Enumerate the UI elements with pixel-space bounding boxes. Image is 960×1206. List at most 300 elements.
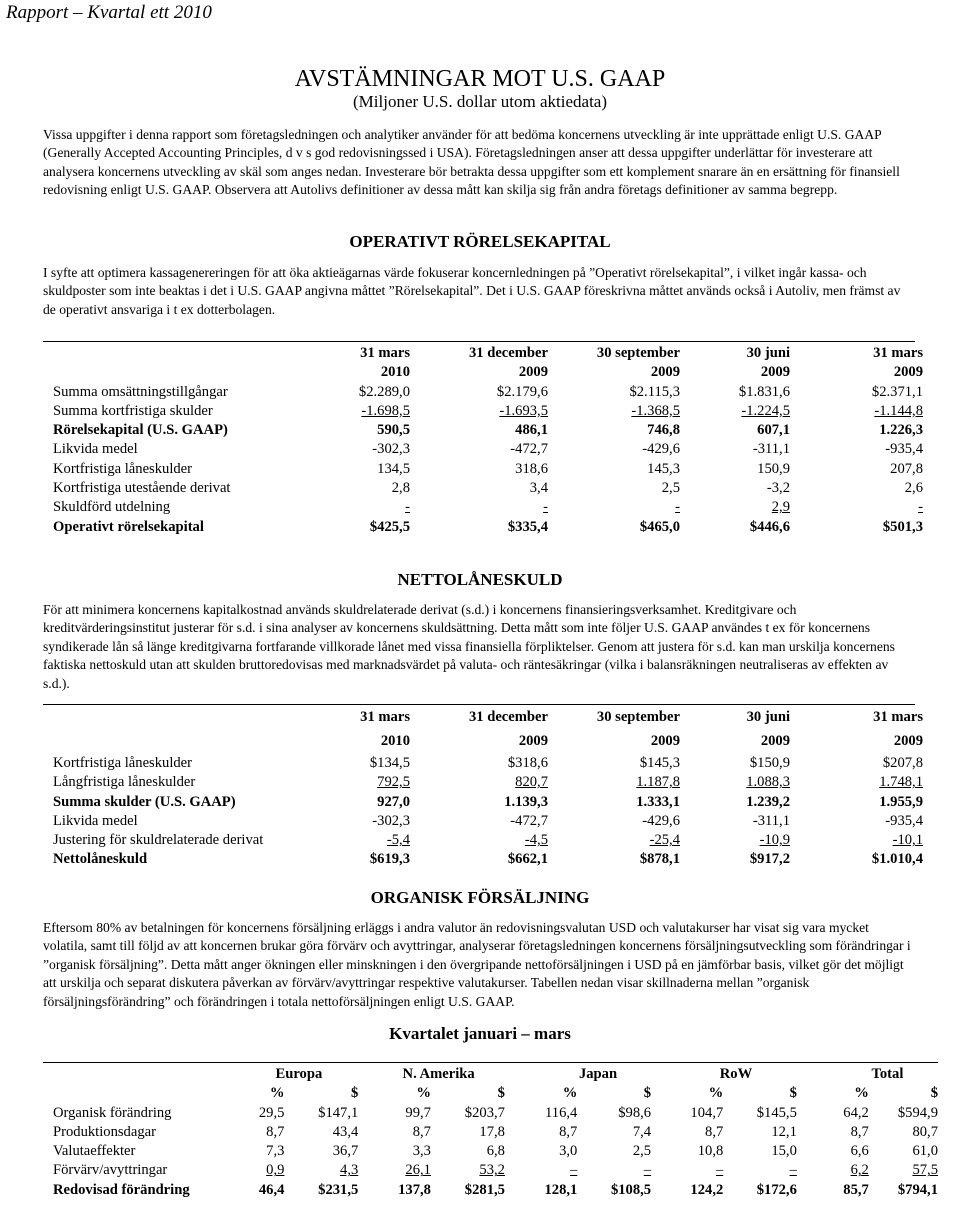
cell-value: $425,5 xyxy=(369,518,410,535)
table-cell xyxy=(577,1142,651,1161)
cell-value: 792,5 xyxy=(377,774,410,791)
table-row xyxy=(53,812,923,831)
cell-value: 2,5 xyxy=(632,1143,652,1160)
table-row xyxy=(53,460,923,479)
table-cell xyxy=(293,850,410,869)
table-cell xyxy=(548,498,680,517)
cell-value: -472,7 xyxy=(510,441,548,458)
table-row xyxy=(53,831,923,850)
cell-value: $1.831,6 xyxy=(738,383,790,400)
cell-value: 29,5 xyxy=(258,1104,285,1121)
table-cell xyxy=(548,402,680,421)
table-cell xyxy=(577,1123,651,1142)
cell-value: 1.955,9 xyxy=(879,793,923,810)
table-cell xyxy=(790,421,923,440)
unit-header: $ xyxy=(497,1085,505,1102)
unit-header: $ xyxy=(930,1085,938,1102)
section-text-organisk: Eftersom 80% av betalningen för koncernens försäljning erläggs i andra valutor än redovisningsvalutan USD och valutakurser har visat sig vara mycket volatila, samt till följd av att koncernen brukar göra förvärv och avyttringar, analyserar företagsledningen koncernens försäljningsutveckling som förändringar i ”organisk försäljning”. Detta mått anger ökningen eller minskningen i den övergripande nettoförsäljningen i USD på en jämförbar basis, vilket gör det möjligt att urskilja och separat diskutera påverkan av förvärv/avyttringar respektive valutakurser. Tabellen nedan visar skillnaderna mellan ”organisk försäljningsförändring” och förändringen i totala nettoförsäljningen enligt U.S. GAAP. xyxy=(43,920,911,1009)
table-cell xyxy=(680,793,790,812)
cell-value: – xyxy=(789,1162,797,1179)
cell-value: 590,5 xyxy=(377,422,410,439)
cell-value: 486,1 xyxy=(515,422,548,439)
row-label: Organisk förändring xyxy=(53,1104,172,1121)
table-cell xyxy=(577,1161,651,1180)
cell-value: $203,7 xyxy=(464,1104,505,1121)
cell-value: 820,7 xyxy=(515,774,548,791)
table-cell xyxy=(431,1181,505,1200)
table-cell xyxy=(548,850,680,869)
row-label: Produktionsdagar xyxy=(53,1123,156,1140)
table-cell xyxy=(293,402,410,421)
cell-value: $150,9 xyxy=(749,755,790,771)
table-row xyxy=(53,754,923,773)
row-label: Kortfristiga låneskulder xyxy=(53,460,193,477)
table-cell xyxy=(293,773,410,792)
cell-value: -25,4 xyxy=(649,832,680,849)
table-header-row xyxy=(53,730,923,754)
region-header: Europa xyxy=(275,1066,323,1082)
table-row xyxy=(53,402,923,421)
table-cell xyxy=(651,1181,723,1200)
table-cell xyxy=(548,793,680,812)
cell-value: 8,7 xyxy=(266,1123,285,1140)
cell-value: $2.179,6 xyxy=(496,383,548,400)
cell-value: 2,6 xyxy=(904,480,923,497)
cell-value: -429,6 xyxy=(642,812,680,829)
table-cell xyxy=(358,1142,431,1161)
table-organisk xyxy=(53,1065,938,1200)
table-cell xyxy=(548,479,680,498)
col-header: 31 mars xyxy=(360,709,410,726)
cell-value: $594,9 xyxy=(897,1104,938,1121)
section-title-nettolaneskuld: NETTOLÅNESKULD xyxy=(397,570,563,589)
table-cell xyxy=(790,498,923,517)
table-cell xyxy=(410,479,548,498)
table-cell xyxy=(410,831,548,850)
cell-value: 64,2 xyxy=(843,1104,869,1121)
cell-value: 104,7 xyxy=(690,1104,724,1121)
col-header-year: 2009 xyxy=(650,364,680,381)
table-cell xyxy=(548,460,680,479)
table-cell xyxy=(211,1161,284,1180)
table-cell xyxy=(680,440,790,459)
cell-value: -1.224,5 xyxy=(741,402,790,419)
cell-value: -302,3 xyxy=(372,441,410,458)
col-header: 30 september xyxy=(596,709,680,726)
cell-value: 1.187,8 xyxy=(636,774,680,791)
table-operativt xyxy=(53,344,923,537)
table-cell xyxy=(723,1104,797,1123)
cell-value: 8,7 xyxy=(559,1123,578,1140)
table-cell xyxy=(293,421,410,440)
cell-value: -429,6 xyxy=(642,441,680,458)
table-cell xyxy=(723,1161,797,1180)
unit-header: $ xyxy=(350,1085,359,1102)
table-cell xyxy=(797,1104,869,1123)
cell-value: 17,8 xyxy=(479,1123,505,1140)
cell-value: -311,1 xyxy=(752,812,790,829)
table-cell xyxy=(680,754,790,773)
table-cell xyxy=(293,812,410,831)
table-cell xyxy=(797,1161,869,1180)
cell-value: $2.115,3 xyxy=(629,383,680,400)
row-label: Summa skulder (U.S. GAAP) xyxy=(53,793,236,810)
table-cell xyxy=(790,383,923,402)
cell-value: $318,6 xyxy=(507,755,548,771)
table-cell xyxy=(548,831,680,850)
table-cell xyxy=(431,1104,505,1123)
table-cell xyxy=(723,1123,797,1142)
cell-value: 85,7 xyxy=(843,1181,869,1198)
table-cell xyxy=(869,1161,938,1180)
table-cell xyxy=(284,1104,358,1123)
table-cell xyxy=(548,773,680,792)
table-cell xyxy=(505,1142,577,1161)
table-rule xyxy=(43,1062,938,1063)
table-cell xyxy=(790,479,923,498)
cell-value: 1.226,3 xyxy=(879,422,923,439)
cell-value: 150,9 xyxy=(757,460,790,477)
table-cell xyxy=(410,754,548,773)
table-row xyxy=(53,518,923,537)
table-row xyxy=(53,1104,938,1123)
section-text-nettolaneskuld: För att minimera koncernens kapitalkostnad används skuldrelaterade derivat (s.d.) i koncernens finansieringsverksamhet. Kreditgivare och kreditvärderingsinstitut justerar för s.d. i sina analyser av koncernens skuldsättning. Detta mått som inte följer U.S. GAAP användes t ex för koncernens syndikerade lån så länge kreditgivarna fortfarande villkorade lånet med vissa finansiella förpliktelser. Genom att justera för s.d. kan man urskilja koncernens faktiska nettoskuld utan att skulden bruttoredovisas med marknadsvärdet på valuta- och räntesäkringar (vilka i balansräkningen neutraliseras av effekten av s.d.). xyxy=(43,602,895,691)
table-cell xyxy=(790,793,923,812)
cell-value: 8,7 xyxy=(850,1123,869,1140)
table-cell xyxy=(358,1181,431,1200)
table-cell xyxy=(211,1123,284,1142)
table-cell xyxy=(790,754,923,773)
cell-value: 116,4 xyxy=(545,1104,578,1121)
row-label: Långfristiga låneskulder xyxy=(53,774,196,791)
table-cell xyxy=(431,1161,505,1180)
table-header-row xyxy=(53,706,923,730)
table-cell xyxy=(790,440,923,459)
cell-value: -5,4 xyxy=(386,832,410,849)
cell-value: $231,5 xyxy=(318,1181,359,1198)
report-header: Rapport – Kvartal ett 2010 xyxy=(6,2,212,23)
row-label: Likvida medel xyxy=(53,812,138,829)
table-cell xyxy=(410,773,548,792)
col-header: 30 juni xyxy=(746,709,790,726)
table-cell xyxy=(790,460,923,479)
region-header: Total xyxy=(871,1066,904,1082)
cell-value: $207,8 xyxy=(882,755,923,771)
cell-value: 3,4 xyxy=(529,480,548,497)
cell-value: - xyxy=(405,499,410,516)
table-cell xyxy=(358,1123,431,1142)
table-row xyxy=(53,479,923,498)
table-cell xyxy=(797,1181,869,1200)
col-header-year: 2010 xyxy=(380,733,410,750)
table-cell xyxy=(548,440,680,459)
table-cell xyxy=(410,460,548,479)
cell-value: $794,1 xyxy=(897,1181,938,1198)
cell-value: 1.239,2 xyxy=(746,793,790,810)
cell-value: 3,0 xyxy=(559,1143,578,1160)
table-cell xyxy=(505,1104,577,1123)
cell-value: -311,1 xyxy=(752,441,790,458)
table-row xyxy=(53,440,923,459)
table-cell xyxy=(293,479,410,498)
table-nettolaneskuld xyxy=(53,706,923,870)
cell-value: 10,8 xyxy=(697,1143,724,1160)
cell-value: -1.698,5 xyxy=(361,402,410,419)
cell-value: - xyxy=(675,499,680,516)
table-cell xyxy=(651,1161,723,1180)
table-row xyxy=(53,421,923,440)
cell-value: 53,2 xyxy=(479,1162,505,1179)
row-label: Valutaeffekter xyxy=(53,1143,136,1160)
cell-value: $446,6 xyxy=(749,518,790,535)
cell-value: 99,7 xyxy=(405,1104,431,1121)
cell-value: 7,3 xyxy=(266,1143,285,1160)
region-header: N. Amerika xyxy=(402,1066,475,1082)
row-label: Summa kortfristiga skulder xyxy=(53,402,213,419)
table-row xyxy=(53,1123,938,1142)
unit-header: % xyxy=(708,1085,724,1102)
table-cell xyxy=(358,1161,431,1180)
table-cell xyxy=(651,1142,723,1161)
cell-value: $147,1 xyxy=(318,1104,359,1121)
table-cell xyxy=(284,1123,358,1142)
table-cell xyxy=(293,518,410,537)
cell-value: -1.693,5 xyxy=(499,402,548,419)
table-cell xyxy=(723,1142,797,1161)
row-label: Operativt rörelsekapital xyxy=(53,518,204,535)
table-row xyxy=(53,793,923,812)
table-cell xyxy=(680,479,790,498)
cell-value: $134,5 xyxy=(369,755,410,771)
table-cell xyxy=(680,850,790,869)
cell-value: 7,4 xyxy=(632,1123,652,1140)
cell-value: $878,1 xyxy=(639,851,680,868)
cell-value: $2.289,0 xyxy=(358,383,410,400)
table-row xyxy=(53,773,923,792)
table-cell xyxy=(293,460,410,479)
cell-value: -1.368,5 xyxy=(631,402,680,419)
table-cell xyxy=(548,421,680,440)
cell-value: 134,5 xyxy=(377,460,410,477)
table-header-row xyxy=(53,344,923,363)
cell-value: $2.371,1 xyxy=(871,383,923,400)
table-cell xyxy=(410,440,548,459)
table-cell xyxy=(410,383,548,402)
cell-value: -935,4 xyxy=(885,812,923,829)
table-cell xyxy=(869,1123,938,1142)
cell-value: $172,6 xyxy=(756,1181,797,1198)
table-row xyxy=(53,1142,938,1161)
cell-value: $281,5 xyxy=(464,1181,505,1198)
cell-value: 6,8 xyxy=(486,1143,505,1160)
page-title: AVSTÄMNINGAR MOT U.S. GAAP xyxy=(294,66,666,92)
cell-value: - xyxy=(543,499,548,516)
table-cell xyxy=(431,1142,505,1161)
unit-header: $ xyxy=(789,1085,797,1102)
cell-value: 43,4 xyxy=(332,1123,359,1140)
table-cell xyxy=(410,402,548,421)
cell-value: – xyxy=(570,1162,578,1179)
cell-value: 607,1 xyxy=(757,422,790,439)
row-label: Kortfristiga låneskulder xyxy=(53,755,193,771)
table-cell xyxy=(548,754,680,773)
table-cell xyxy=(790,850,923,869)
table-cell xyxy=(293,754,410,773)
cell-value: 927,0 xyxy=(377,793,410,810)
cell-value: 2,9 xyxy=(771,499,790,516)
cell-value: 6,2 xyxy=(850,1162,869,1179)
table-cell xyxy=(284,1142,358,1161)
table-cell xyxy=(548,383,680,402)
cell-value: 6,6 xyxy=(850,1143,869,1160)
table-cell xyxy=(869,1142,938,1161)
cell-value: $465,0 xyxy=(639,518,680,535)
table-rule xyxy=(43,341,915,342)
cell-value: -302,3 xyxy=(372,812,410,829)
table-row xyxy=(53,1161,938,1180)
cell-value: 12,1 xyxy=(771,1123,797,1140)
table-row xyxy=(53,383,923,402)
cell-value: 8,7 xyxy=(412,1123,431,1140)
cell-value: $145,3 xyxy=(639,755,680,771)
table-cell xyxy=(293,793,410,812)
row-label: Rörelsekapital (U.S. GAAP) xyxy=(53,422,228,439)
cell-value: $662,1 xyxy=(507,851,548,868)
cell-value: -4,5 xyxy=(524,832,548,849)
table-cell xyxy=(548,518,680,537)
cell-value: 2,8 xyxy=(391,480,410,497)
table-row xyxy=(53,498,923,517)
table-cell xyxy=(293,498,410,517)
row-label: Nettolåneskuld xyxy=(53,851,148,868)
cell-value: – xyxy=(643,1162,652,1179)
table-cell xyxy=(790,831,923,850)
row-label: Likvida medel xyxy=(53,441,138,458)
table-cell xyxy=(410,850,548,869)
row-label: Redovisad förändring xyxy=(53,1181,190,1198)
unit-header: % xyxy=(416,1085,431,1102)
table-cell xyxy=(410,812,548,831)
cell-value: 80,7 xyxy=(912,1123,938,1140)
table-cell xyxy=(651,1104,723,1123)
col-header-year: 2009 xyxy=(893,733,923,750)
table-cell xyxy=(211,1104,284,1123)
unit-header: % xyxy=(562,1085,578,1102)
table-cell xyxy=(723,1181,797,1200)
cell-value: $1.010,4 xyxy=(871,851,923,868)
table-cell xyxy=(211,1181,284,1200)
table-cell xyxy=(869,1181,938,1200)
cell-value: -10,9 xyxy=(759,832,790,849)
table-cell xyxy=(505,1123,577,1142)
table-subtitle: Kvartalet januari – mars xyxy=(389,1024,571,1043)
table-rule xyxy=(43,704,915,705)
table-cell xyxy=(211,1142,284,1161)
table-cell xyxy=(680,518,790,537)
table-cell xyxy=(680,421,790,440)
cell-value: 1.139,3 xyxy=(504,793,548,810)
cell-value: $108,5 xyxy=(610,1181,652,1198)
cell-value: - xyxy=(918,499,923,516)
cell-value: -935,4 xyxy=(885,441,923,458)
table-cell xyxy=(410,498,548,517)
row-label: Justering för skuldrelaterade derivat xyxy=(53,832,264,849)
table-cell xyxy=(293,383,410,402)
unit-header: % xyxy=(854,1085,869,1102)
cell-value: 2,5 xyxy=(661,480,680,497)
table-cell xyxy=(680,402,790,421)
table-cell xyxy=(790,773,923,792)
cell-value: 26,1 xyxy=(405,1162,431,1179)
table-cell xyxy=(790,812,923,831)
cell-value: 8,7 xyxy=(705,1123,724,1140)
cell-value: -472,7 xyxy=(510,812,548,829)
cell-value: 36,7 xyxy=(332,1143,359,1160)
region-header: RoW xyxy=(719,1066,753,1082)
col-header-year: 2009 xyxy=(518,364,548,381)
table-cell xyxy=(410,518,548,537)
col-header-year: 2009 xyxy=(650,733,680,750)
table-cell xyxy=(790,402,923,421)
cell-value: -3,2 xyxy=(766,480,790,497)
table-cell xyxy=(548,812,680,831)
cell-value: 207,8 xyxy=(890,460,923,477)
cell-value: 15,0 xyxy=(771,1143,797,1160)
cell-value: 1.088,3 xyxy=(746,774,790,791)
intro-paragraph: Vissa uppgifter i denna rapport som företagsledningen och analytiker använder för att bedöma koncernens utveckling är inte upprättade enligt U.S. GAAP (Generally Accepted Accounting Principles, d v s god redovisningssed i USA). Företagsledningen anser att dessa uppgifter underlättar för investerare att analysera koncernens utveckling av skäl som anges nedan. Investerare bör betrakta dessa uppgifter som ett komplement snarare än en ersättning för finansiell redovisning enligt U.S. GAAP. Observera att Autolivs definitioner av dessa mått kan skilja sig från andra företags definitioner av samma begrepp. xyxy=(43,127,900,198)
table-cell xyxy=(869,1104,938,1123)
cell-value: 3,3 xyxy=(412,1143,431,1160)
row-label: Förvärv/avyttringar xyxy=(53,1162,168,1179)
table-cell xyxy=(680,773,790,792)
table-cell xyxy=(293,831,410,850)
section-text-operativt: I syfte att optimera kassagenereringen för att öka aktieägarnas värde fokuserar koncernledningen på ”Operativt rörelsekapital”, i vilket ingår kassa- och skuldposter som inte beaktas i det i U.S. GAAP angivna måttet ”Rörelsekapital”. Det i U.S. GAAP föreskrivna måttet används också i Autoliv, men främst av de operativt ansvariga i t ex dotterbolagen. xyxy=(43,265,901,317)
table-cell xyxy=(293,440,410,459)
cell-value: 124,2 xyxy=(690,1181,724,1198)
table-cell xyxy=(505,1161,577,1180)
cell-value: $619,3 xyxy=(369,851,410,868)
table-cell xyxy=(680,812,790,831)
cell-value: 57,5 xyxy=(912,1162,938,1179)
cell-value: 145,3 xyxy=(647,460,680,477)
cell-value: 4,3 xyxy=(340,1162,359,1179)
cell-value: 1.748,1 xyxy=(879,774,923,791)
col-header-year: 2009 xyxy=(893,364,923,381)
row-label: Kortfristiga utestående derivat xyxy=(53,480,231,497)
cell-value: $145,5 xyxy=(756,1104,797,1121)
cell-value: $335,4 xyxy=(507,518,548,535)
cell-value: 1.333,1 xyxy=(636,793,680,810)
unit-header: $ xyxy=(643,1085,652,1102)
col-header-year: 2009 xyxy=(518,733,548,750)
cell-value: $98,6 xyxy=(618,1104,652,1121)
region-header-row xyxy=(53,1065,938,1084)
table-cell xyxy=(410,421,548,440)
table-cell xyxy=(680,831,790,850)
table-row xyxy=(53,1181,938,1200)
cell-value: 746,8 xyxy=(647,422,680,439)
table-cell xyxy=(284,1161,358,1180)
col-header-year: 2009 xyxy=(760,733,790,750)
cell-value: 137,8 xyxy=(398,1181,431,1198)
table-cell xyxy=(577,1104,651,1123)
table-cell xyxy=(680,498,790,517)
col-header-year: 2010 xyxy=(380,364,410,381)
table-cell xyxy=(410,793,548,812)
table-header-row xyxy=(53,363,923,382)
table-cell xyxy=(680,460,790,479)
table-cell xyxy=(505,1181,577,1200)
